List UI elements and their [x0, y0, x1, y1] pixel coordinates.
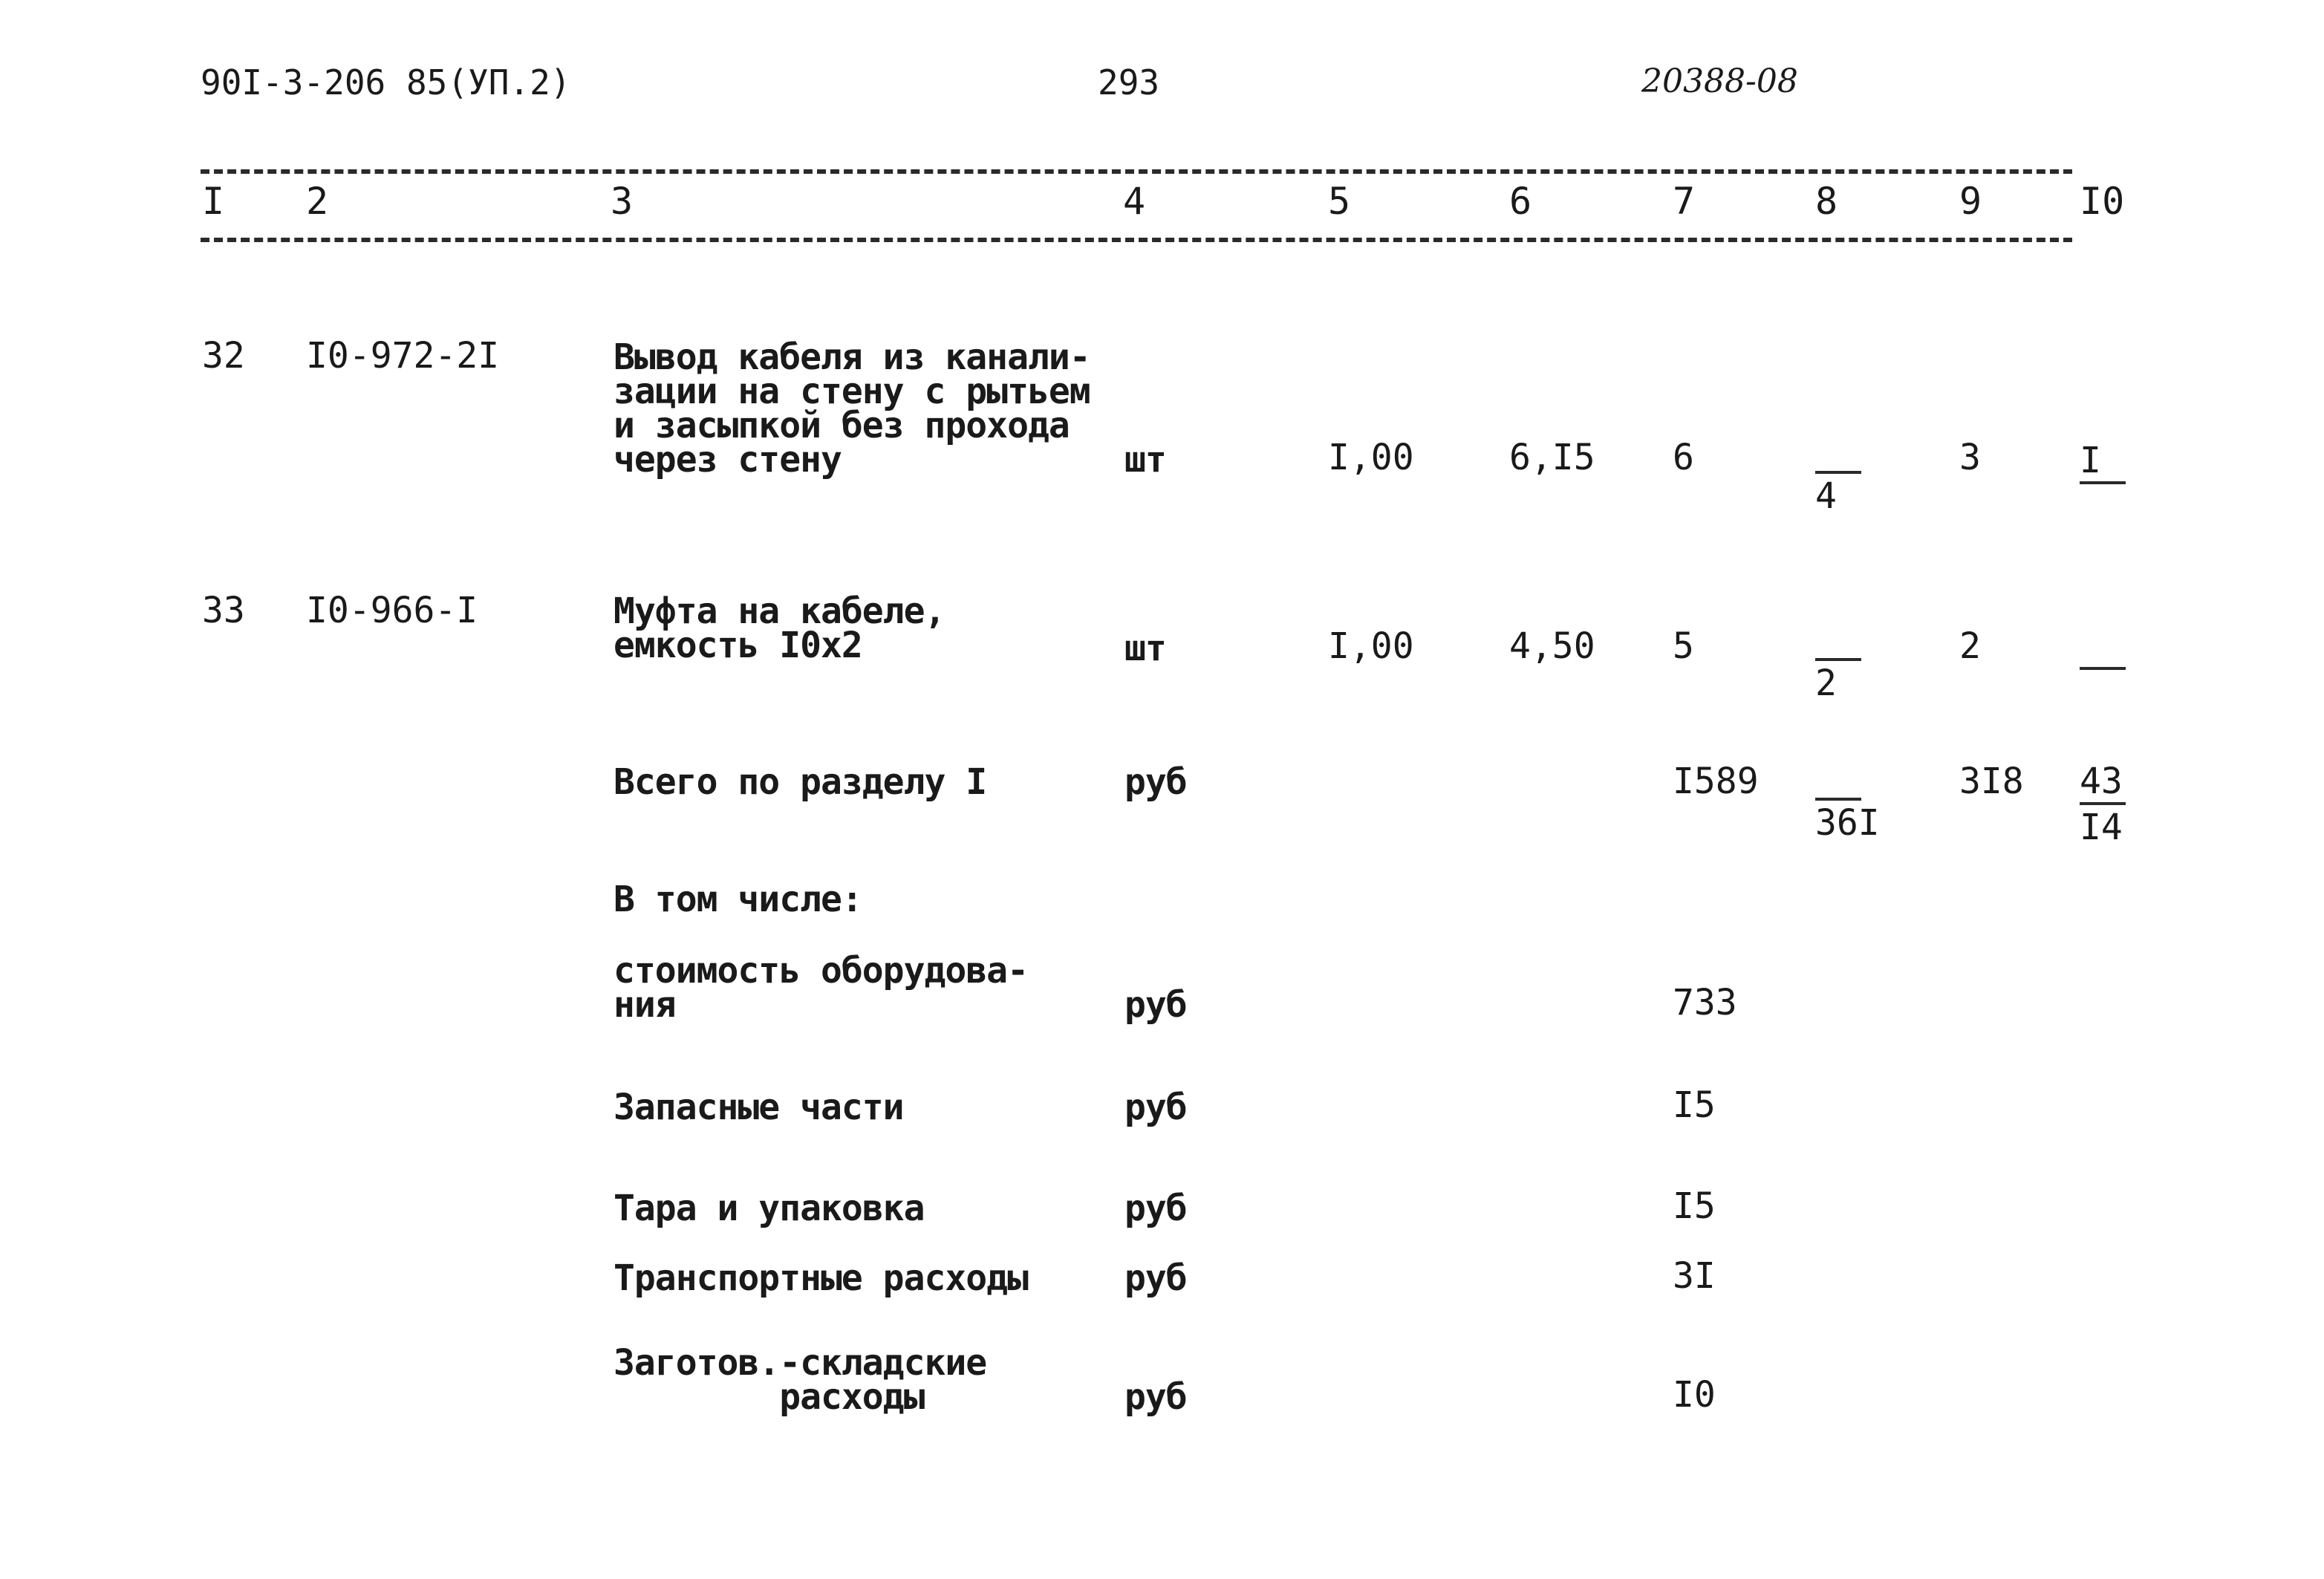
- total-cost: I589: [1673, 761, 1759, 802]
- description-line: емкость I0х2: [613, 625, 862, 666]
- description-line: Вывод кабеля из канали-: [613, 336, 1090, 378]
- breakdown-label-line: Запасные части: [613, 1087, 904, 1128]
- fraction-bar: [2080, 667, 2126, 670]
- col9-value: 3: [1959, 437, 1981, 478]
- column-number: 6: [1509, 180, 1532, 223]
- column-number: I: [202, 180, 225, 223]
- fraction-numerator: [1815, 619, 1867, 655]
- fraction-bar: [1815, 798, 1861, 801]
- price-code: I0-966-I: [306, 590, 478, 631]
- fraction-numerator: [2080, 628, 2132, 664]
- page-number: 293: [1098, 62, 1160, 102]
- unit-price: 6,I5: [1509, 437, 1595, 478]
- fraction-numerator: 43: [2080, 761, 2123, 802]
- fraction-numerator: [1815, 432, 1867, 468]
- col9-value: 2: [1959, 625, 1981, 667]
- column-header-bottom-rule: [201, 238, 2072, 242]
- breakdown-value: I5: [1673, 1185, 1716, 1227]
- price-code: I0-972-2I: [306, 335, 500, 377]
- col8-fraction: [1815, 432, 1867, 517]
- description-line: и засыпкой без прохода: [613, 405, 1070, 446]
- fraction-bar: [2080, 802, 2126, 805]
- fraction-denominator: 36I: [1815, 802, 1880, 844]
- column-number: 8: [1815, 180, 1838, 223]
- breakdown-label-line: расходы: [613, 1376, 925, 1418]
- col10-fraction: [2080, 761, 2132, 848]
- fraction-numerator: [1815, 759, 1897, 795]
- unit: руб: [1124, 1257, 1187, 1299]
- total-cost: 6: [1673, 437, 1694, 478]
- unit: руб: [1124, 761, 1187, 803]
- quantity: I,00: [1328, 437, 1414, 478]
- column-number: 9: [1959, 180, 1982, 223]
- breakdown-label-line: Транспортные расходы: [613, 1257, 1028, 1299]
- unit: руб: [1124, 1087, 1187, 1128]
- breakdown-label-line: Заготов.-складские: [613, 1342, 987, 1384]
- including-label: В том числе:: [613, 879, 862, 920]
- description-line: через стену: [613, 439, 842, 481]
- breakdown-value: I5: [1673, 1084, 1716, 1126]
- unit: шт: [1124, 439, 1166, 481]
- total-cost: 5: [1673, 625, 1694, 667]
- document-code: 90I-3-206 85(УП.2): [201, 62, 571, 102]
- breakdown-label-line: Тара и упаковка: [613, 1188, 925, 1229]
- col8-fraction: [1815, 619, 1867, 704]
- section-total-label: Всего по разделу I: [613, 761, 987, 803]
- row-number: 33: [202, 590, 245, 631]
- col10-fraction: [2080, 440, 2132, 524]
- unit-price: 4,50: [1509, 625, 1595, 667]
- fraction-numerator: I: [2080, 440, 2101, 481]
- fraction-bar: [1815, 658, 1861, 661]
- column-number: 4: [1123, 180, 1146, 223]
- description-line: зации на стену с рытьем: [613, 371, 1090, 412]
- unit: руб: [1124, 1376, 1187, 1418]
- description-line: Муфта на кабеле,: [613, 590, 945, 632]
- column-number: 7: [1673, 180, 1696, 223]
- fraction-denominator: [2080, 674, 2132, 710]
- breakdown-label-line: ния: [613, 984, 676, 1026]
- column-number: 5: [1328, 180, 1351, 223]
- col8-fraction: [1815, 759, 1897, 844]
- fraction-denominator: [2080, 489, 2132, 524]
- column-number: 3: [611, 180, 634, 223]
- fraction-bar: [2080, 481, 2126, 484]
- unit: руб: [1124, 984, 1187, 1026]
- breakdown-value: I0: [1673, 1374, 1716, 1416]
- archive-number: 20388-08: [1641, 62, 1798, 100]
- breakdown-value: 3I: [1673, 1255, 1716, 1297]
- breakdown-label-line: стоимость оборудова-: [613, 950, 1028, 992]
- breakdown-value: 733: [1673, 982, 1737, 1023]
- column-header-top-rule: [201, 169, 2072, 174]
- fraction-denominator: I4: [2080, 807, 2123, 848]
- column-number: I0: [2080, 180, 2125, 223]
- col10-fraction: [2080, 628, 2132, 710]
- col9-value: 3I8: [1959, 761, 2024, 802]
- unit: шт: [1124, 628, 1166, 669]
- fraction-bar: [1815, 471, 1861, 474]
- fraction-denominator: 2: [1815, 662, 1837, 704]
- quantity: I,00: [1328, 625, 1414, 667]
- column-number: 2: [306, 180, 329, 223]
- row-number: 32: [202, 335, 245, 377]
- fraction-denominator: 4: [1815, 475, 1837, 517]
- unit: руб: [1124, 1188, 1187, 1229]
